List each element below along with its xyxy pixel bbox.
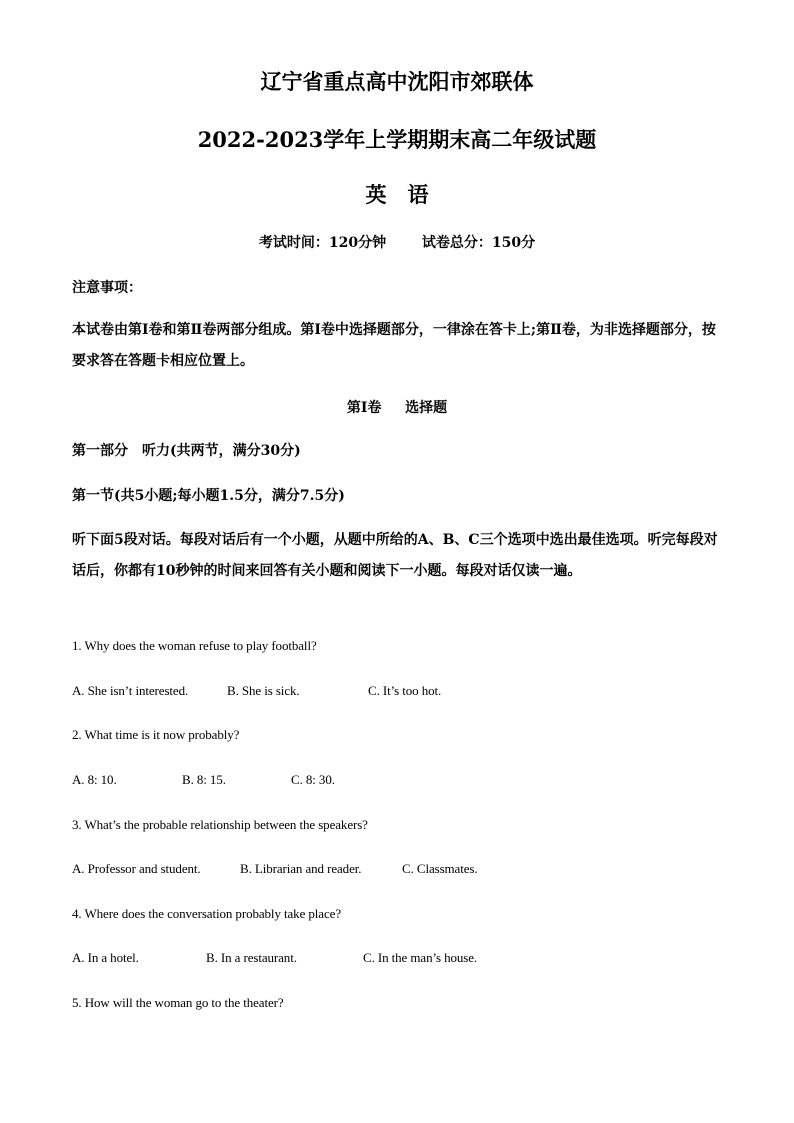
question-3-option-c: C. Classmates. — [402, 861, 478, 876]
question-4-option-b: B. In a restaurant. — [206, 950, 297, 965]
question-1-option-b: B. She is sick. — [227, 683, 300, 698]
section-title — [0, 397, 794, 417]
part-one-heading: 第一部分 听力(共两节，满分30分) — [72, 443, 301, 459]
question-2-option-b: B. 8: 15. — [182, 772, 226, 787]
question-3-option-a: A. Professor and student. — [72, 861, 201, 876]
exam-title-line-1: 辽宁省重点高中沈阳市郊联体 — [260, 69, 534, 94]
question-5: 5. How will the woman go to the theater? — [72, 995, 284, 1010]
question-4: 4. Where does the conversation probably take place? — [72, 906, 341, 921]
volume-label: 第Ⅰ卷 — [346, 400, 382, 416]
listening-instructions: 听下面5段对话。每段对话后有一个小题，从题中所给的A、B、C三个选项中选出最佳选项。听完每段对话后，你都有10秒钟的时间来回答有关小题和阅读下一小题。每段对话仅读一遍。 — [72, 532, 718, 579]
notice-heading: 注意事项： — [72, 280, 142, 296]
question-3-option-b: B. Librarian and reader. — [240, 861, 362, 876]
question-3: 3. What’s the probable relationship between the speakers? — [72, 817, 368, 832]
question-1-option-c: C. It’s too hot. — [368, 683, 442, 698]
question-1-option-a: A. She isn’t interested. — [72, 683, 189, 698]
exam-time: 考试时间：120分钟 — [258, 235, 387, 251]
notice-body: 本试卷由第Ⅰ卷和第Ⅱ卷两部分组成。第Ⅰ卷中选择题部分，一律涂在答卡上;第Ⅱ卷，为非选择题部分，按要求答在答题卡相应位置上。 — [72, 322, 716, 369]
question-2-option-c: C. 8: 30. — [291, 772, 335, 787]
exam-meta-line — [0, 232, 794, 252]
subsection-one-heading: 第一节(共5小题;每小题1.5分，满分7.5分) — [72, 488, 345, 504]
total-score: 试卷总分：150分 — [421, 235, 536, 251]
subject-title: 英 语 — [365, 182, 429, 207]
question-2: 2. What time is it now probably? — [72, 727, 240, 742]
question-2-option-a: A. 8: 10. — [72, 772, 117, 787]
question-4-option-a: A. In a hotel. — [72, 950, 139, 965]
question-4-option-c: C. In the man’s house. — [363, 950, 478, 965]
question-1: 1. Why does the woman refuse to play football? — [72, 638, 317, 653]
exam-title-line-2: 2022-2023学年上学期期末高二年级试题 — [197, 127, 597, 152]
section-name: 选择题 — [405, 400, 448, 416]
